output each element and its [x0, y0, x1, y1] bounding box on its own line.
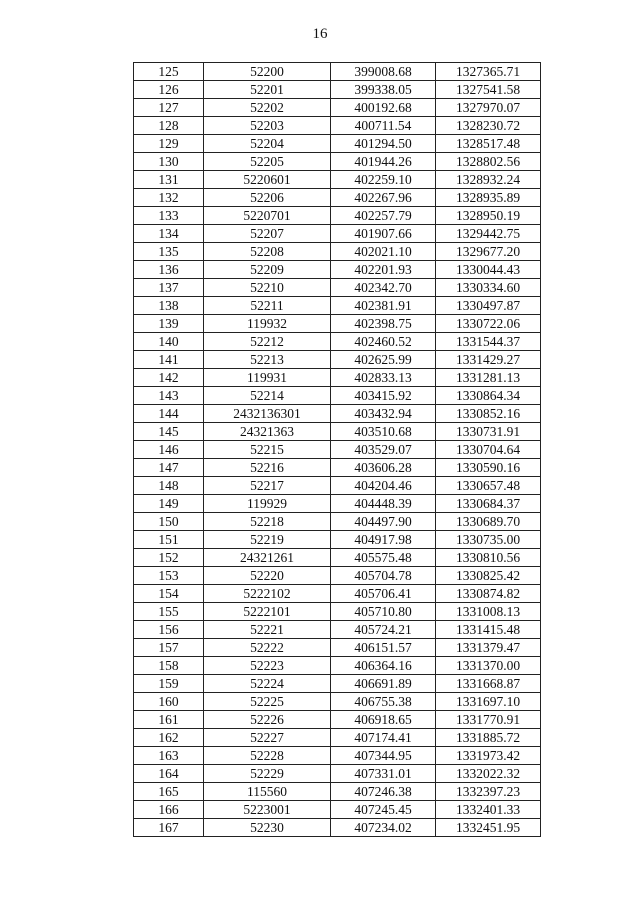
point-id-cell: 119931: [204, 369, 331, 387]
table-row: [134, 63, 541, 81]
table-row: [134, 747, 541, 765]
y-coordinate-cell: 1331697.10: [436, 693, 541, 711]
point-id-cell: 115560: [204, 783, 331, 801]
row-index-cell: 156: [134, 621, 204, 639]
y-coordinate-cell: 1330874.82: [436, 585, 541, 603]
row-index-cell: 141: [134, 351, 204, 369]
y-coordinate-cell: 1331370.00: [436, 657, 541, 675]
x-coordinate-cell: 404448.39: [331, 495, 436, 513]
table-row: [134, 675, 541, 693]
table-row: [134, 819, 541, 837]
point-id-cell: 52220: [204, 567, 331, 585]
table-row: [134, 261, 541, 279]
y-coordinate-cell: 1331885.72: [436, 729, 541, 747]
table-row: [134, 603, 541, 621]
table-row: [134, 243, 541, 261]
y-coordinate-cell: 1331770.91: [436, 711, 541, 729]
x-coordinate-cell: 406918.65: [331, 711, 436, 729]
x-coordinate-cell: 406364.16: [331, 657, 436, 675]
y-coordinate-cell: 1330590.16: [436, 459, 541, 477]
row-index-cell: 133: [134, 207, 204, 225]
x-coordinate-cell: 405710.80: [331, 603, 436, 621]
row-index-cell: 166: [134, 801, 204, 819]
point-id-cell: 52230: [204, 819, 331, 837]
x-coordinate-cell: 406691.89: [331, 675, 436, 693]
row-index-cell: 149: [134, 495, 204, 513]
point-id-cell: 52216: [204, 459, 331, 477]
table-row: [134, 801, 541, 819]
table-row: [134, 495, 541, 513]
x-coordinate-cell: 405706.41: [331, 585, 436, 603]
row-index-cell: 147: [134, 459, 204, 477]
y-coordinate-cell: 1331008.13: [436, 603, 541, 621]
point-id-cell: 52217: [204, 477, 331, 495]
y-coordinate-cell: 1331379.47: [436, 639, 541, 657]
table-row: [134, 81, 541, 99]
y-coordinate-cell: 1330722.06: [436, 315, 541, 333]
y-coordinate-cell: 1330731.91: [436, 423, 541, 441]
x-coordinate-cell: 402460.52: [331, 333, 436, 351]
table-row: [134, 315, 541, 333]
x-coordinate-cell: 403432.94: [331, 405, 436, 423]
row-index-cell: 155: [134, 603, 204, 621]
point-id-cell: 52228: [204, 747, 331, 765]
table-row: [134, 639, 541, 657]
row-index-cell: 130: [134, 153, 204, 171]
y-coordinate-cell: 1330684.37: [436, 495, 541, 513]
row-index-cell: 139: [134, 315, 204, 333]
y-coordinate-cell: 1330735.00: [436, 531, 541, 549]
x-coordinate-cell: 402267.96: [331, 189, 436, 207]
x-coordinate-cell: 407174.41: [331, 729, 436, 747]
y-coordinate-cell: 1329442.75: [436, 225, 541, 243]
x-coordinate-cell: 400192.68: [331, 99, 436, 117]
table-row: [134, 441, 541, 459]
x-coordinate-cell: 407245.45: [331, 801, 436, 819]
row-index-cell: 125: [134, 63, 204, 81]
x-coordinate-cell: 403510.68: [331, 423, 436, 441]
y-coordinate-cell: 1330044.43: [436, 261, 541, 279]
table-row: [134, 135, 541, 153]
table-row: [134, 297, 541, 315]
point-id-cell: 5222101: [204, 603, 331, 621]
row-index-cell: 152: [134, 549, 204, 567]
x-coordinate-cell: 406151.57: [331, 639, 436, 657]
y-coordinate-cell: 1328932.24: [436, 171, 541, 189]
table-row: [134, 153, 541, 171]
x-coordinate-cell: 405724.21: [331, 621, 436, 639]
y-coordinate-cell: 1328935.89: [436, 189, 541, 207]
table-row: [134, 513, 541, 531]
y-coordinate-cell: 1330334.60: [436, 279, 541, 297]
coordinates-table-body: [134, 63, 541, 837]
x-coordinate-cell: 407331.01: [331, 765, 436, 783]
x-coordinate-cell: 399338.05: [331, 81, 436, 99]
x-coordinate-cell: 401907.66: [331, 225, 436, 243]
table-row: [134, 225, 541, 243]
row-index-cell: 164: [134, 765, 204, 783]
row-index-cell: 134: [134, 225, 204, 243]
row-index-cell: 135: [134, 243, 204, 261]
y-coordinate-cell: 1329677.20: [436, 243, 541, 261]
y-coordinate-cell: 1331544.37: [436, 333, 541, 351]
row-index-cell: 145: [134, 423, 204, 441]
point-id-cell: 52229: [204, 765, 331, 783]
point-id-cell: 5222102: [204, 585, 331, 603]
x-coordinate-cell: 405704.78: [331, 567, 436, 585]
x-coordinate-cell: 402381.91: [331, 297, 436, 315]
point-id-cell: 52200: [204, 63, 331, 81]
y-coordinate-cell: 1331668.87: [436, 675, 541, 693]
row-index-cell: 163: [134, 747, 204, 765]
x-coordinate-cell: 402625.99: [331, 351, 436, 369]
table-row: [134, 423, 541, 441]
table-row: [134, 207, 541, 225]
table-row: [134, 333, 541, 351]
x-coordinate-cell: 402342.70: [331, 279, 436, 297]
x-coordinate-cell: 407234.02: [331, 819, 436, 837]
point-id-cell: 52214: [204, 387, 331, 405]
point-id-cell: 52223: [204, 657, 331, 675]
point-id-cell: 52204: [204, 135, 331, 153]
y-coordinate-cell: 1332401.33: [436, 801, 541, 819]
row-index-cell: 144: [134, 405, 204, 423]
y-coordinate-cell: 1327541.58: [436, 81, 541, 99]
x-coordinate-cell: 401944.26: [331, 153, 436, 171]
coordinates-table: [133, 62, 541, 837]
y-coordinate-cell: 1327970.07: [436, 99, 541, 117]
point-id-cell: 52224: [204, 675, 331, 693]
point-id-cell: 52207: [204, 225, 331, 243]
point-id-cell: 52210: [204, 279, 331, 297]
y-coordinate-cell: 1328950.19: [436, 207, 541, 225]
x-coordinate-cell: 407246.38: [331, 783, 436, 801]
point-id-cell: 24321363: [204, 423, 331, 441]
row-index-cell: 129: [134, 135, 204, 153]
y-coordinate-cell: 1330810.56: [436, 549, 541, 567]
row-index-cell: 127: [134, 99, 204, 117]
x-coordinate-cell: 402201.93: [331, 261, 436, 279]
row-index-cell: 143: [134, 387, 204, 405]
table-row: [134, 567, 541, 585]
y-coordinate-cell: 1330689.70: [436, 513, 541, 531]
row-index-cell: 142: [134, 369, 204, 387]
table-row: [134, 729, 541, 747]
point-id-cell: 52208: [204, 243, 331, 261]
x-coordinate-cell: 402259.10: [331, 171, 436, 189]
x-coordinate-cell: 404204.46: [331, 477, 436, 495]
row-index-cell: 162: [134, 729, 204, 747]
point-id-cell: 52202: [204, 99, 331, 117]
table-row: [134, 171, 541, 189]
table-row: [134, 621, 541, 639]
table-row: [134, 351, 541, 369]
y-coordinate-cell: 1330704.64: [436, 441, 541, 459]
point-id-cell: 52206: [204, 189, 331, 207]
table-row: [134, 477, 541, 495]
table-row: [134, 765, 541, 783]
table-row: [134, 405, 541, 423]
x-coordinate-cell: 402833.13: [331, 369, 436, 387]
y-coordinate-cell: 1330864.34: [436, 387, 541, 405]
y-coordinate-cell: 1332451.95: [436, 819, 541, 837]
y-coordinate-cell: 1331973.42: [436, 747, 541, 765]
x-coordinate-cell: 404497.90: [331, 513, 436, 531]
row-index-cell: 131: [134, 171, 204, 189]
point-id-cell: 5223001: [204, 801, 331, 819]
table-row: [134, 99, 541, 117]
point-id-cell: 52212: [204, 333, 331, 351]
row-index-cell: 128: [134, 117, 204, 135]
y-coordinate-cell: 1330852.16: [436, 405, 541, 423]
row-index-cell: 137: [134, 279, 204, 297]
table-row: [134, 369, 541, 387]
row-index-cell: 146: [134, 441, 204, 459]
table-row: [134, 657, 541, 675]
x-coordinate-cell: 400711.54: [331, 117, 436, 135]
point-id-cell: 119929: [204, 495, 331, 513]
row-index-cell: 132: [134, 189, 204, 207]
y-coordinate-cell: 1330825.42: [436, 567, 541, 585]
x-coordinate-cell: 402257.79: [331, 207, 436, 225]
row-index-cell: 126: [134, 81, 204, 99]
point-id-cell: 52222: [204, 639, 331, 657]
x-coordinate-cell: 402398.75: [331, 315, 436, 333]
table-row: [134, 549, 541, 567]
y-coordinate-cell: 1332022.32: [436, 765, 541, 783]
x-coordinate-cell: 404917.98: [331, 531, 436, 549]
y-coordinate-cell: 1332397.23: [436, 783, 541, 801]
row-index-cell: 138: [134, 297, 204, 315]
point-id-cell: 52201: [204, 81, 331, 99]
y-coordinate-cell: 1327365.71: [436, 63, 541, 81]
point-id-cell: 52213: [204, 351, 331, 369]
point-id-cell: 5220701: [204, 207, 331, 225]
y-coordinate-cell: 1328230.72: [436, 117, 541, 135]
row-index-cell: 167: [134, 819, 204, 837]
table-row: [134, 531, 541, 549]
y-coordinate-cell: 1328517.48: [436, 135, 541, 153]
table-row: [134, 279, 541, 297]
table-row: [134, 783, 541, 801]
table-row: [134, 459, 541, 477]
point-id-cell: 52205: [204, 153, 331, 171]
point-id-cell: 2432136301: [204, 405, 331, 423]
row-index-cell: 136: [134, 261, 204, 279]
table-row: [134, 189, 541, 207]
row-index-cell: 157: [134, 639, 204, 657]
x-coordinate-cell: 399008.68: [331, 63, 436, 81]
table-row: [134, 711, 541, 729]
x-coordinate-cell: 401294.50: [331, 135, 436, 153]
row-index-cell: 158: [134, 657, 204, 675]
point-id-cell: 52225: [204, 693, 331, 711]
y-coordinate-cell: 1328802.56: [436, 153, 541, 171]
row-index-cell: 140: [134, 333, 204, 351]
point-id-cell: 24321261: [204, 549, 331, 567]
row-index-cell: 154: [134, 585, 204, 603]
point-id-cell: 52218: [204, 513, 331, 531]
point-id-cell: 52226: [204, 711, 331, 729]
y-coordinate-cell: 1330497.87: [436, 297, 541, 315]
x-coordinate-cell: 402021.10: [331, 243, 436, 261]
row-index-cell: 148: [134, 477, 204, 495]
y-coordinate-cell: 1331281.13: [436, 369, 541, 387]
point-id-cell: 52227: [204, 729, 331, 747]
x-coordinate-cell: 405575.48: [331, 549, 436, 567]
point-id-cell: 52215: [204, 441, 331, 459]
row-index-cell: 161: [134, 711, 204, 729]
row-index-cell: 150: [134, 513, 204, 531]
table-row: [134, 693, 541, 711]
point-id-cell: 52211: [204, 297, 331, 315]
point-id-cell: 52221: [204, 621, 331, 639]
point-id-cell: 52209: [204, 261, 331, 279]
table-row: [134, 387, 541, 405]
row-index-cell: 165: [134, 783, 204, 801]
x-coordinate-cell: 403606.28: [331, 459, 436, 477]
row-index-cell: 160: [134, 693, 204, 711]
point-id-cell: 119932: [204, 315, 331, 333]
y-coordinate-cell: 1331429.27: [436, 351, 541, 369]
row-index-cell: 151: [134, 531, 204, 549]
table-row: [134, 117, 541, 135]
y-coordinate-cell: 1331415.48: [436, 621, 541, 639]
y-coordinate-cell: 1330657.48: [436, 477, 541, 495]
page-number: 16: [312, 26, 328, 42]
x-coordinate-cell: 403415.92: [331, 387, 436, 405]
point-id-cell: 52203: [204, 117, 331, 135]
row-index-cell: 159: [134, 675, 204, 693]
x-coordinate-cell: 406755.38: [331, 693, 436, 711]
table-row: [134, 585, 541, 603]
row-index-cell: 153: [134, 567, 204, 585]
x-coordinate-cell: 403529.07: [331, 441, 436, 459]
point-id-cell: 5220601: [204, 171, 331, 189]
point-id-cell: 52219: [204, 531, 331, 549]
x-coordinate-cell: 407344.95: [331, 747, 436, 765]
